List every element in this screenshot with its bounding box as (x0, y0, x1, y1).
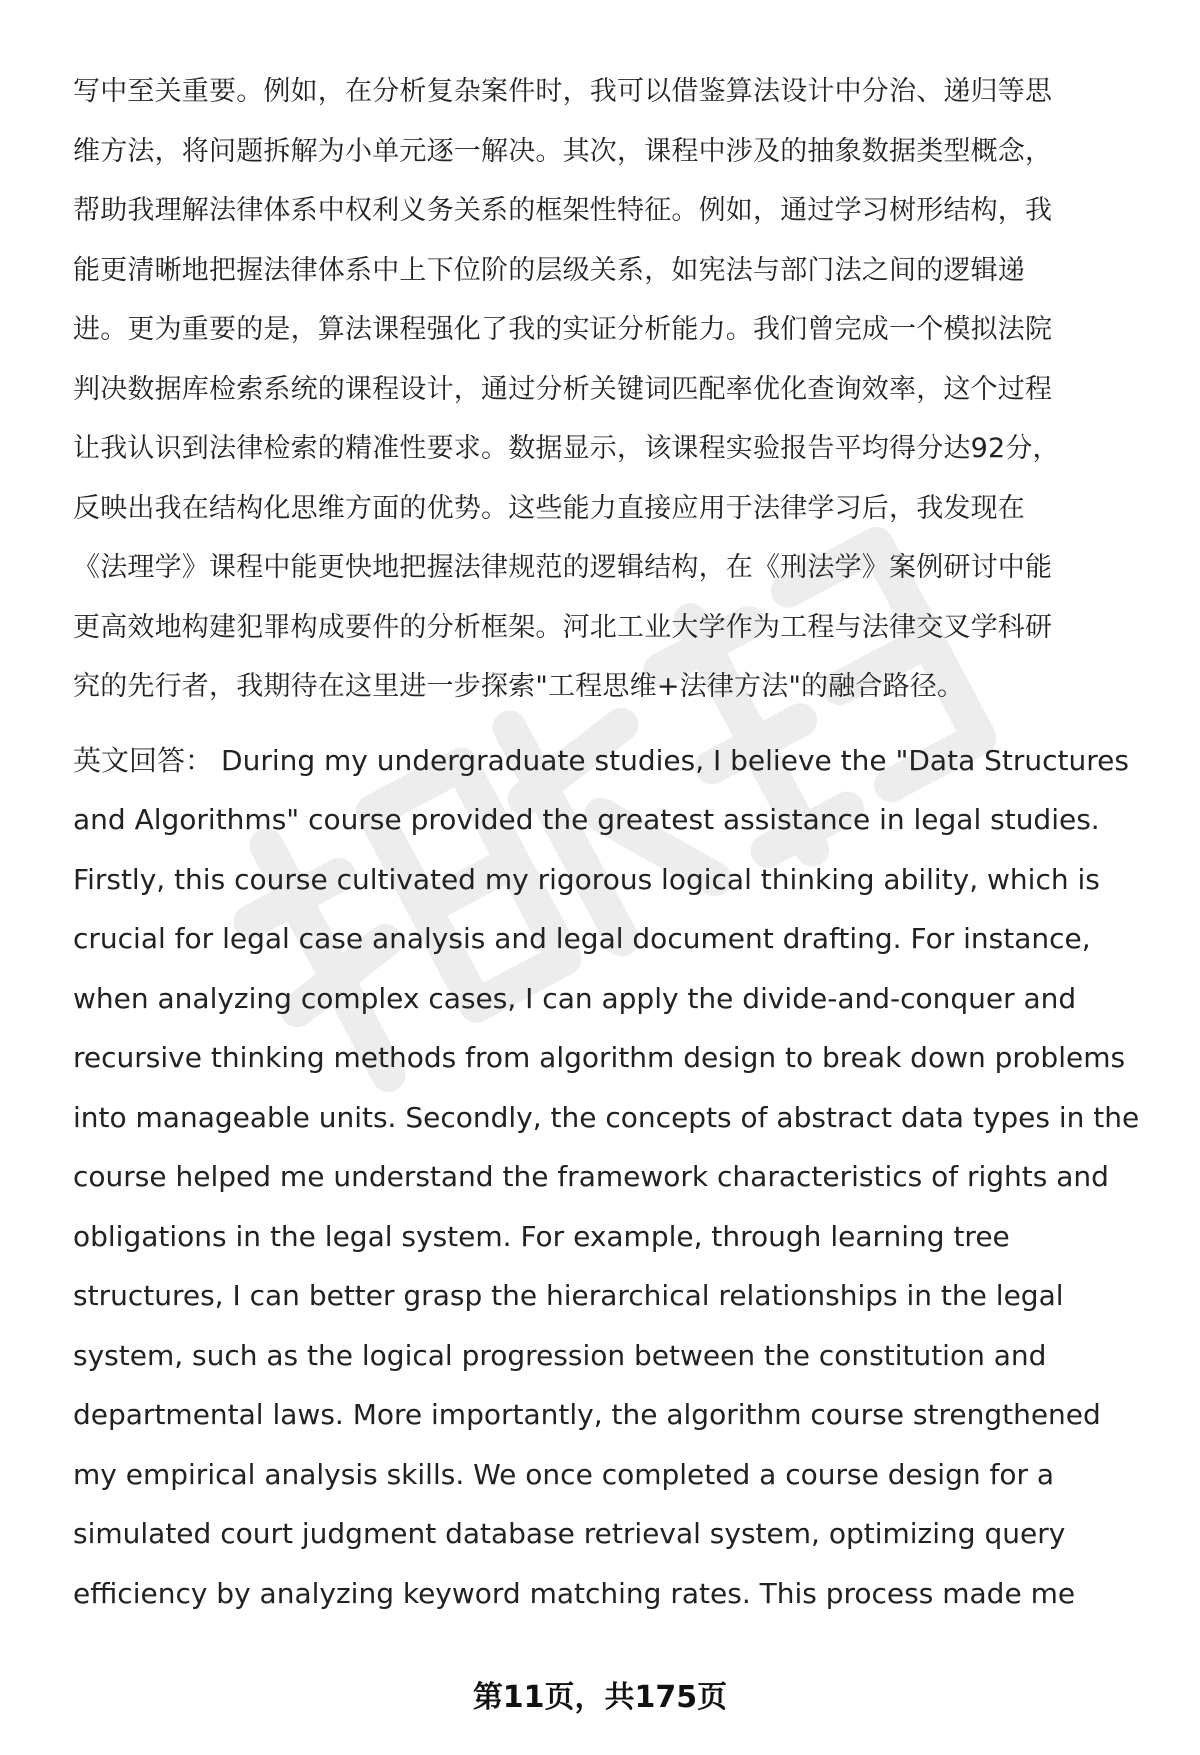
text-line: system, such as the logical progression between the constitution and (73, 1338, 1047, 1372)
text-line: when analyzing complex cases, I can apply the divide-and-conquer and (73, 981, 1077, 1015)
chinese-answer-paragraph (73, 62, 1158, 717)
text-line: 《法理学》课程中能更快地把握法律规范的逻辑结构，在《刑法学》案例研讨中能 (73, 552, 1053, 583)
text-line-content: During my undergraduate studies, I believe the "Data Structures (221, 743, 1129, 777)
document-body (73, 62, 1158, 1623)
text-line: obligations in the legal system. For example, through learning tree (73, 1219, 1010, 1253)
text-line: 判决数据库检索系统的课程设计，通过分析关键词匹配率优化查询效率，这个过程 (73, 373, 1053, 405)
text-line: 维方法，将问题拆解为小单元逐一解决。其次，课程中涉及的抽象数据类型概念， (73, 135, 1053, 167)
text-line: departmental laws. More importantly, the algorithm course strengthened (73, 1398, 1101, 1431)
text-line: 写中至关重要。例如，在分析复杂案件时，我可以借鉴算法设计中分治、递归等思 (73, 76, 1053, 107)
text-line: 进。更为重要的是，算法课程强化了我的实证分析能力。我们曾完成一个模拟法院 (73, 314, 1053, 345)
text-line: recursive thinking methods from algorithm design to break down problems (73, 1041, 1126, 1074)
text-line: 让我认识到法律检索的精准性要求。数据显示，该课程实验报告平均得分达92分， (73, 433, 1060, 464)
page-number-footer: 第11页，共175页 (472, 1680, 728, 1715)
text-line: structures, I can better grasp the hierarchical relationships in the legal (73, 1279, 1064, 1312)
text-line: into manageable units. Secondly, the concepts of abstract data types in the (73, 1100, 1140, 1134)
text-line: efficiency by analyzing keyword matching rates. This process made me (73, 1576, 1076, 1610)
text-line: course helped me understand the framework characteristics of rights and (73, 1160, 1109, 1193)
text-line: 更高效地构建犯罪构成要件的分析框架。河北工业大学作为工程与法律交叉学科研 (73, 611, 1053, 643)
text-line: simulated court judgment database retrieval system, optimizing query (73, 1517, 1066, 1550)
text-line: 帮助我理解法律体系中权利义务关系的框架性特征。例如，通过学习树形结构，我 (73, 195, 1053, 226)
text-line: crucial for legal case analysis and legal document drafting. For instance, (73, 922, 1091, 955)
text-line: 能更清晰地把握法律体系中上下位阶的层级关系，如宪法与部门法之间的逻辑递 (73, 254, 1025, 286)
text-line: Firstly, this course cultivated my rigorous logical thinking ability, which is (73, 862, 1100, 896)
text-line: 反映出我在结构化思维方面的优势。这些能力直接应用于法律学习后，我发现在 (73, 492, 1025, 524)
text-line (73, 731, 1158, 791)
text-line: 究的先行者，我期待在这里进一步探索"工程思维+法律方法"的融合路径。 (73, 671, 965, 702)
text-line: my empirical analysis skills. We once completed a course design for a (73, 1457, 1055, 1491)
text-line: and Algorithms" course provided the greatest assistance in legal studies. (73, 803, 1100, 836)
english-answer-label: 英文回答： (73, 743, 214, 777)
english-answer-paragraph (73, 731, 1158, 1624)
